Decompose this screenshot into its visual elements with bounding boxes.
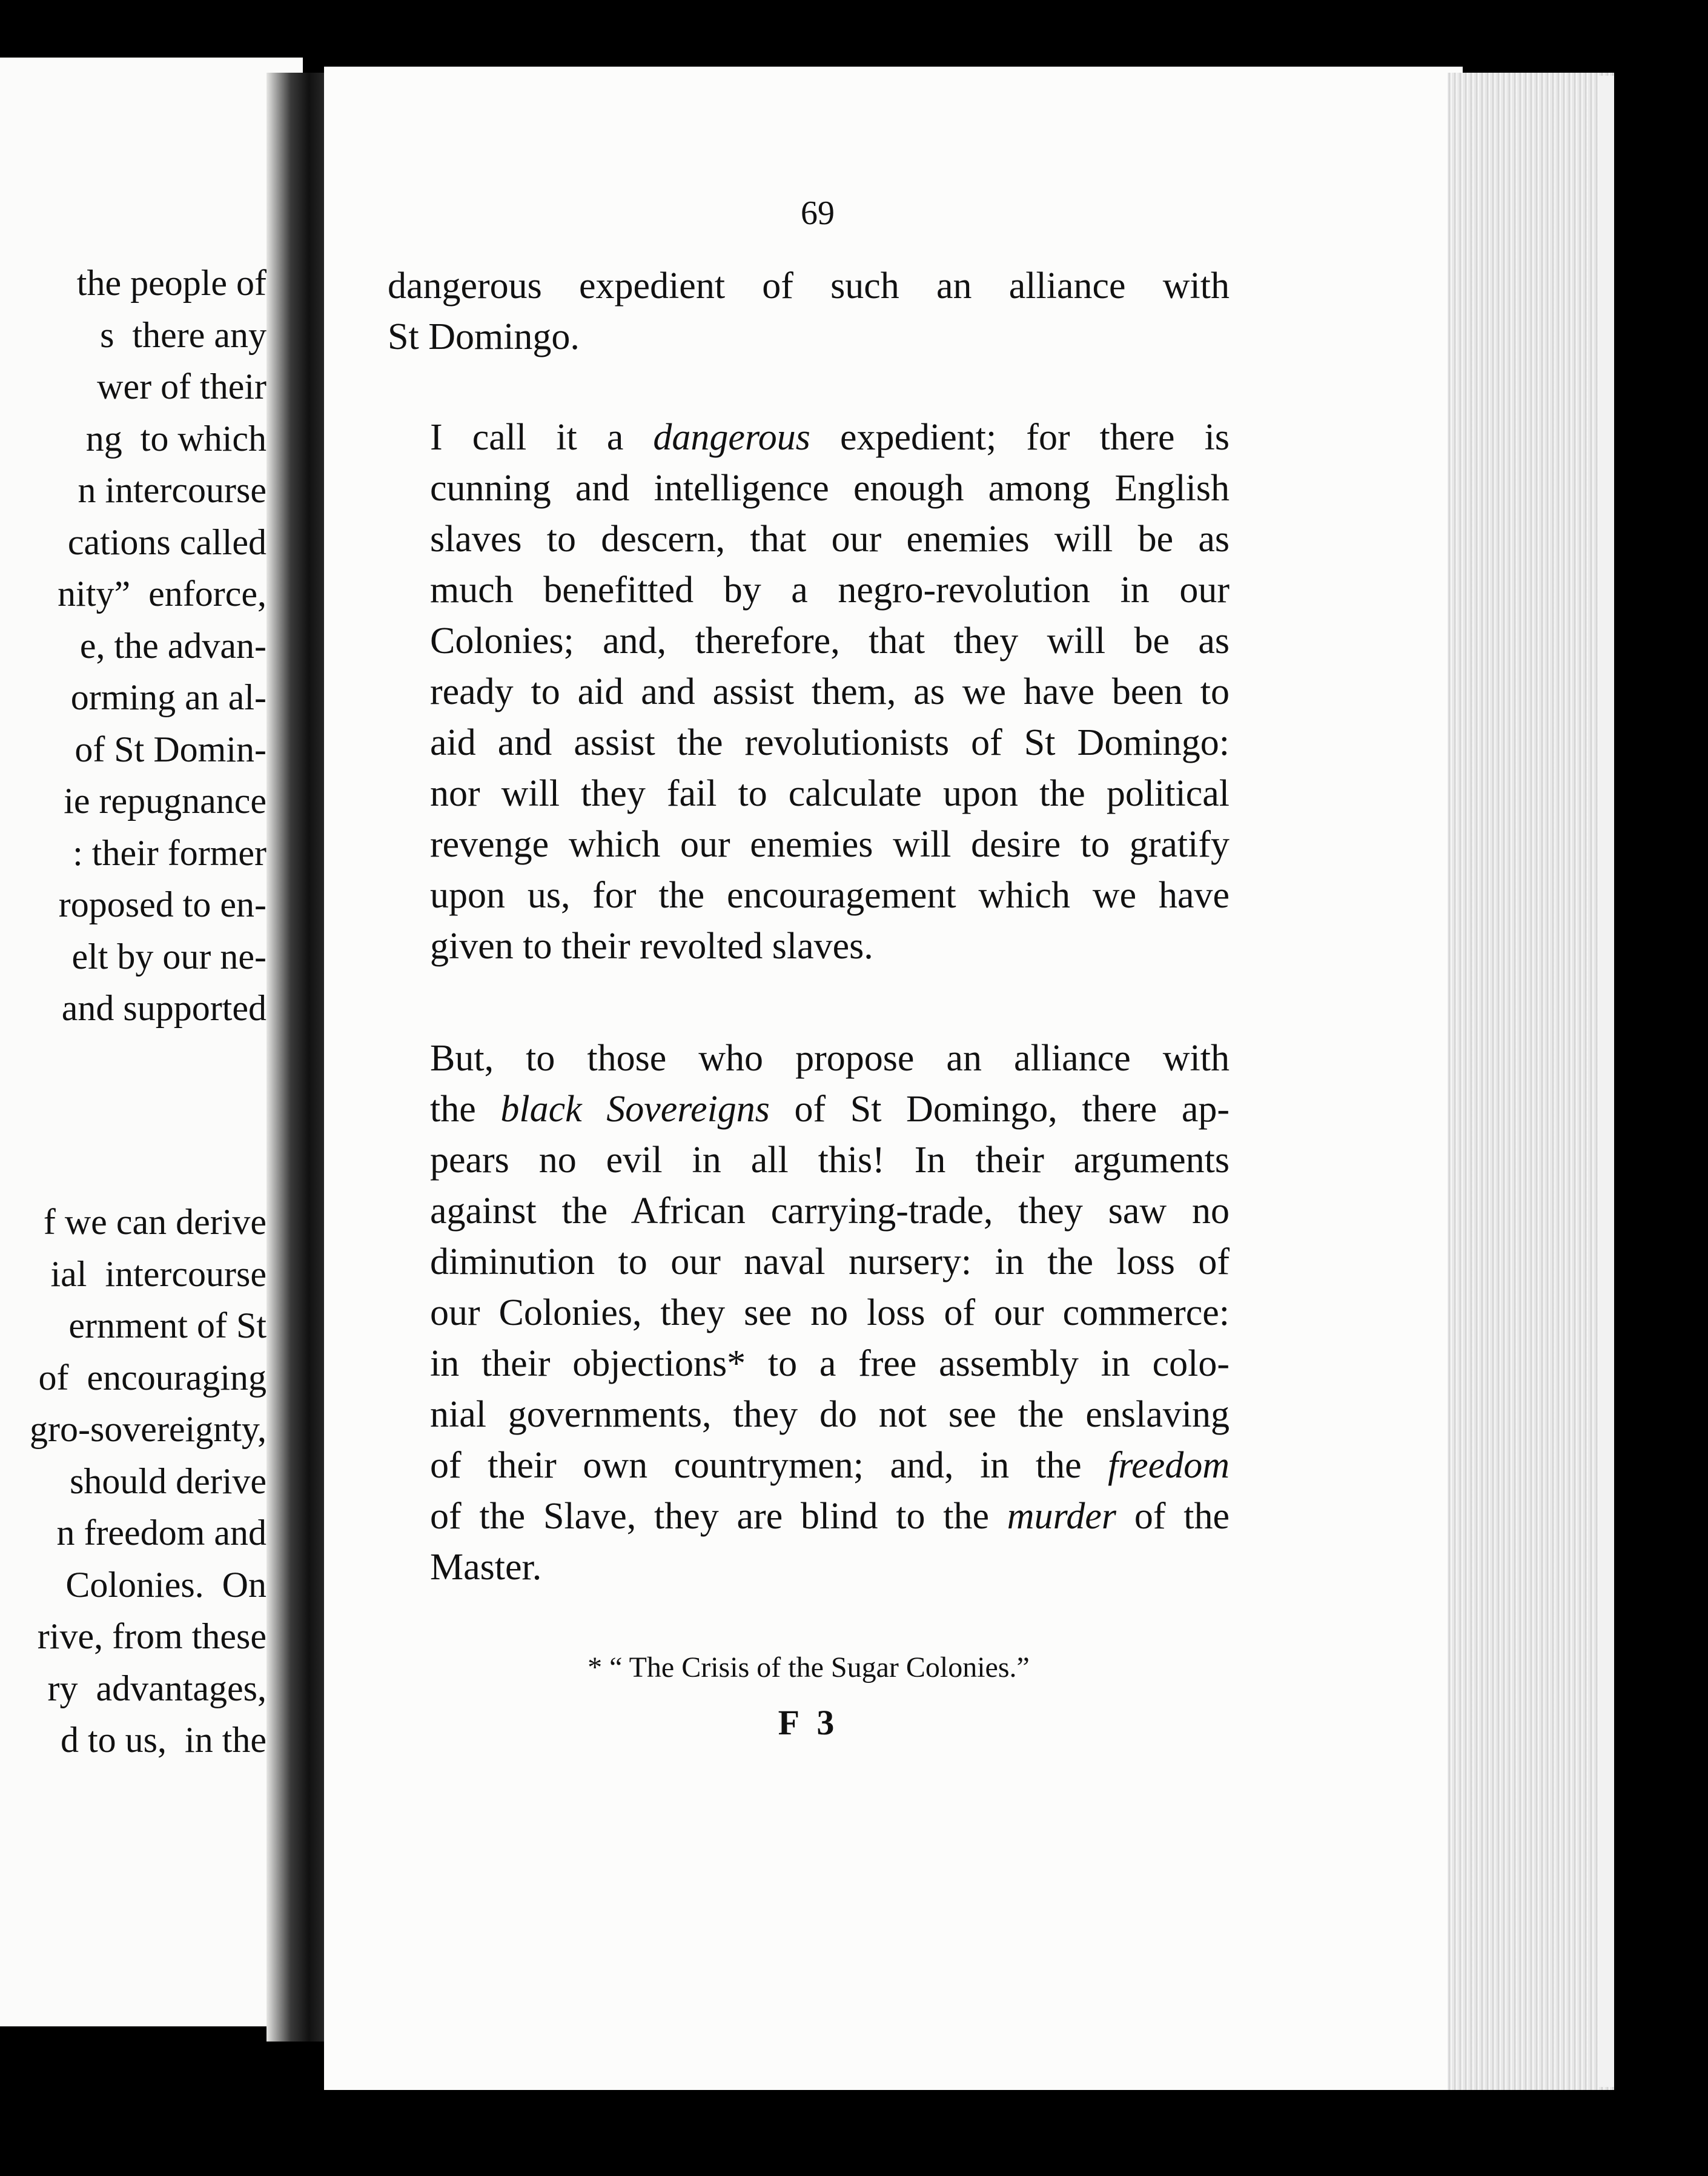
left-line: cations called [67,522,266,562]
text-run: the [430,1089,501,1130]
text-line: slaves to descern, that our enemies will be as [430,519,1230,560]
left-line: ial intercourse [50,1253,266,1294]
text-line: diminution to our naval nursery: in the loss of [430,1241,1230,1282]
left-line: Colonies. On [56,1564,266,1605]
left-line: and supported [61,988,266,1028]
text-run: expedient; for there is [810,417,1230,458]
paragraph-continuation [388,260,1230,362]
left-line: roposed to en- [58,884,266,924]
text-run: of their own countrymen; and, in the [430,1445,1108,1486]
italic-run: dangerous [653,417,810,458]
text-line: Colonies; and, therefore, that they will be as [430,620,1230,662]
left-line: ernment of St [68,1305,266,1345]
text-line: cunning and intelligence enough among English [430,468,1230,509]
footnote: * “ The Crisis of the Sugar Colonies.” [588,1651,1030,1683]
left-line: d to us, in the [61,1720,266,1760]
page-edges [1448,73,1614,2090]
text-line: nor will they fail to calculate upon the political [430,773,1230,814]
text-line: given to their revolted slaves. [430,926,873,967]
left-line: gro-sovereignty, [30,1409,266,1449]
text-line: much benefitted by a negro-revolution in our [430,569,1230,611]
book-gutter [266,73,327,2042]
text-line: revenge which our enemies will desire to gratify [430,824,1230,865]
left-line: n freedom and [56,1513,266,1553]
text-line: nial governments, they do not see the enslaving [430,1394,1230,1435]
text-line [388,412,1230,463]
paragraph-dangerous-expedient [388,412,1230,972]
left-line: of St Domin- [74,729,266,769]
left-line: : their former [73,832,266,873]
left-line: e, the advan- [79,625,266,666]
text-run: of the Slave, they are blind to the [430,1496,1007,1537]
left-line: wer of their [97,367,266,406]
left-line: elt by our ne- [71,936,266,977]
text-line [388,1440,1230,1491]
text-line: in their objections* to a free assembly in colo- [430,1343,1230,1384]
italic-run: murder [1007,1496,1117,1537]
text-run: I call it a [430,417,654,458]
text-line: Master. [430,1547,542,1588]
left-page [0,58,303,2026]
italic-run: black Sovereigns [500,1089,770,1130]
left-line: rive, from these [37,1616,266,1656]
text-line: our Colonies, they see no loss of our commerce: [430,1292,1230,1333]
page-edge-strip [1599,76,1614,2087]
text-run: of the [1116,1496,1230,1537]
paragraph-black-sovereigns [388,1033,1230,1593]
left-line: orming an al- [70,677,266,717]
left-page-text-top [58,257,266,1035]
text-line: dangerous expedient of such an alliance with [388,265,1230,307]
text-line: aid and assist the revolutionists of St Domingo: [430,722,1230,763]
left-page-text-bottom [30,1196,266,1766]
text-line: upon us, for the encouragement which we have [430,875,1230,916]
text-line: But, to those who propose an alliance with [430,1038,1230,1079]
text-run: of St Domingo, there ap- [769,1089,1230,1130]
text-line: against the African carrying-trade, they saw no [430,1190,1230,1232]
signature-mark: F 3 [778,1703,839,1742]
text-line [388,1084,1230,1135]
left-line: should derive [61,1461,266,1501]
left-line: ie repugnance [64,781,266,821]
left-line: ng to which [85,418,266,459]
text-line: ready to aid and assist them, as we have been to [430,671,1230,712]
left-line: nity” enforce, [58,574,266,614]
left-line: s there any [100,314,266,355]
text-line: St Domingo. [388,316,580,357]
page-number: 69 [801,194,835,232]
left-line: ry advantages, [47,1668,266,1708]
left-line: n intercourse [78,470,266,510]
text-line: pears no evil in all this! In their arguments [430,1139,1230,1181]
left-line: f we can derive [43,1202,266,1242]
italic-run: freedom [1108,1445,1230,1486]
left-line: the people of [76,263,266,303]
text-line [388,1491,1230,1542]
left-line: of encouraging [38,1357,266,1398]
